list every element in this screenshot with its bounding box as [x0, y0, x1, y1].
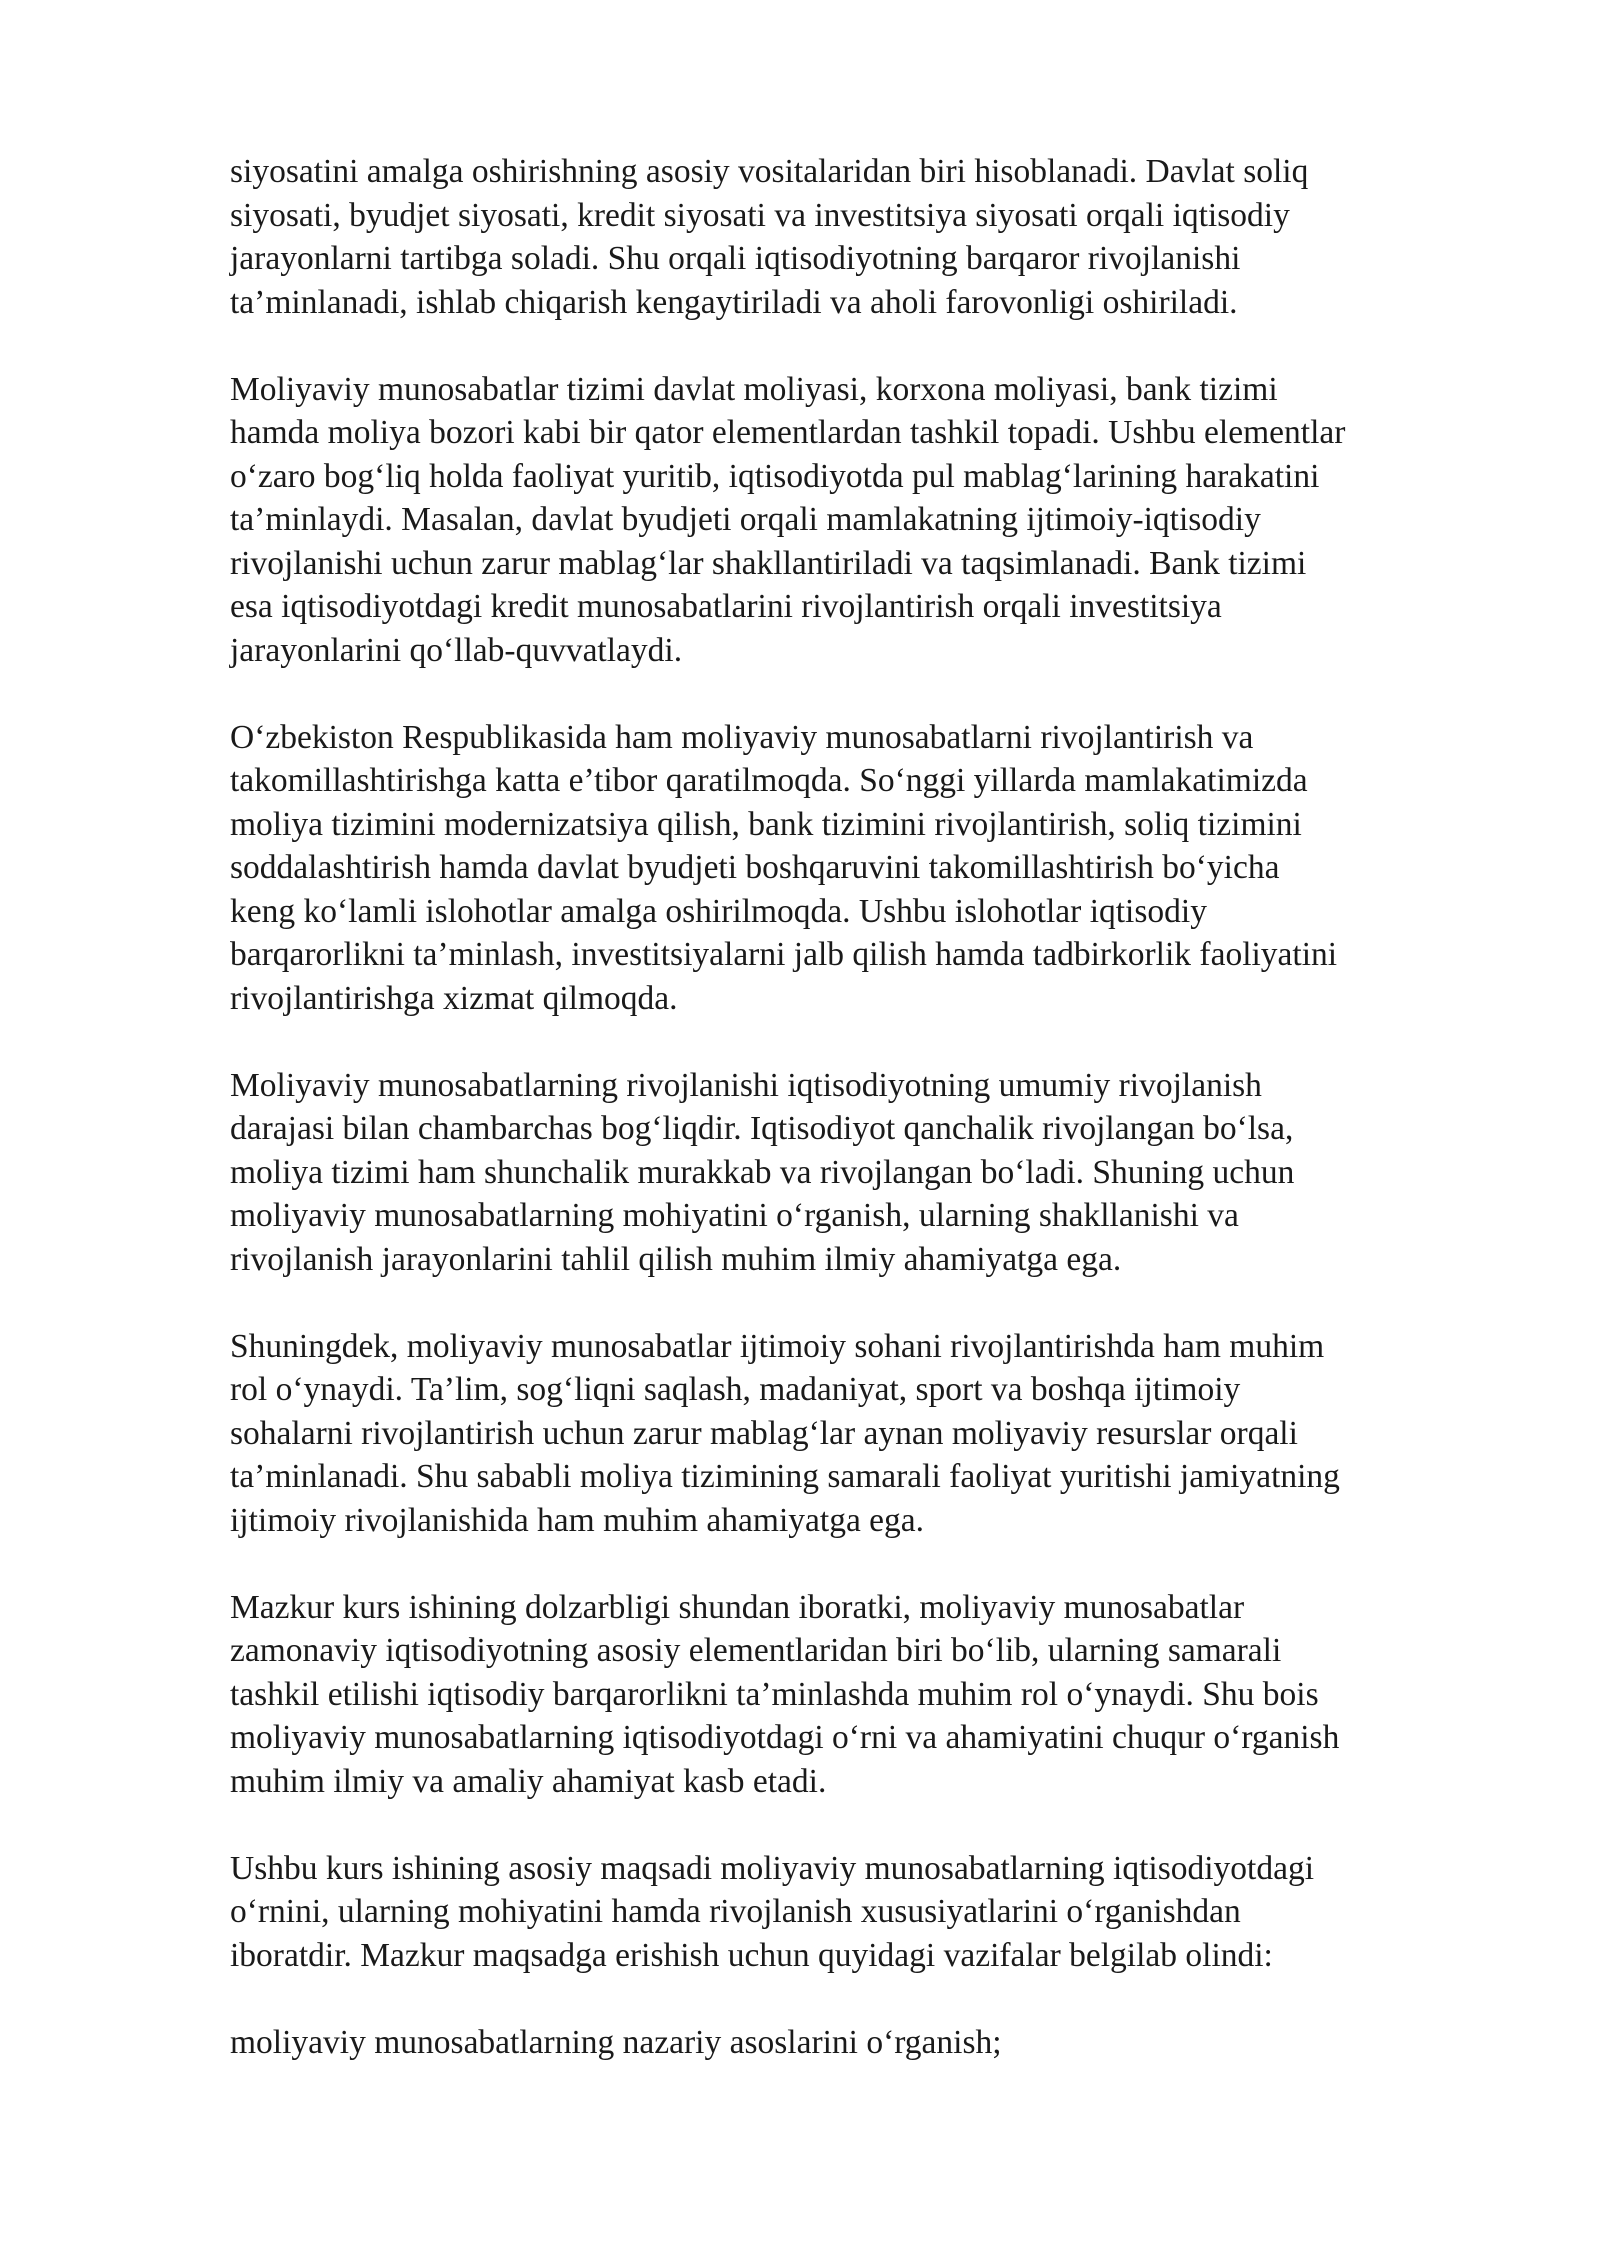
text-line: Moliyaviy munosabatlarning rivojlanishi iqtisodiyotning umumiy rivojlanish [230, 1066, 1262, 1104]
text-line: ijtimoiy rivojlanishida ham muhim ahamiyatga ega. [230, 1501, 925, 1539]
text-line: moliya tizimini modernizatsiya qilish, bank tizimini rivojlantirish, soliq tizimini [230, 805, 1302, 843]
text-line: darajasi bilan chambarchas bog‘liqdir. Iqtisodiyot qanchalik rivojlangan bo‘lsa, [230, 1110, 1294, 1147]
text-line: rivojlantirishga xizmat qilmoqda. [230, 979, 678, 1017]
text-line: siyosatini amalga oshirishning asosiy vositalaridan biri hisoblanadi. Davlat soliq [230, 153, 1309, 190]
text-line: moliya tizimi ham shunchalik murakkab va rivojlangan bo‘ladi. Shuning uchun [230, 1153, 1295, 1191]
text-line: moliyaviy munosabatlarning iqtisodiyotdagi o‘rni va ahamiyatini chuqur o‘rganish [230, 1719, 1340, 1756]
text-line: siyosati, byudjet siyosati, kredit siyosati va investitsiya siyosati orqali iqtisodiy [230, 196, 1290, 234]
text-line: ta’minlaydi. Masalan, davlat byudjeti orqali mamlakatning ijtimoiy-iqtisodiy [230, 501, 1261, 538]
paragraph-2 [230, 368, 1510, 673]
text-line: o‘zaro bog‘liq holda faoliyat yuritib, iqtisodiyotda pul mablag‘larining harakatini [230, 457, 1320, 495]
text-line: O‘zbekiston Respublikasida ham moliyaviy munosabatlarni rivojlantirish va [230, 718, 1254, 756]
list-item-task-1 [230, 2021, 1510, 2065]
text-line: rivojlanishi uchun zarur mablag‘lar shakllantiriladi va taqsimlanadi. Bank tizimi [230, 544, 1307, 582]
paragraph-3 [230, 716, 1510, 1021]
text-line: zamonaviy iqtisodiyotning asosiy elementlaridan biri bo‘lib, ularning samarali [230, 1632, 1282, 1669]
text-line: keng ko‘lamli islohotlar amalga oshirilmoqda. Ushbu islohotlar iqtisodiy [230, 892, 1207, 930]
text-line: tashkil etilishi iqtisodiy barqarorlikni ta’minlashda muhim rol o‘ynaydi. Shu bois [230, 1675, 1319, 1713]
document-page [230, 150, 1510, 2108]
text-line: Moliyaviy munosabatlar tizimi davlat moliyasi, korxona moliyasi, bank tizimi [230, 370, 1278, 408]
text-line: muhim ilmiy va amaliy ahamiyat kasb etadi. [230, 1762, 827, 1800]
text-line: o‘rnini, ularning mohiyatini hamda rivojlanish xususiyatlarini o‘rganishdan [230, 1893, 1241, 1930]
text-line: ta’minlanadi. Shu sababli moliya tizimining samarali faoliyat yuritishi jamiyatning [230, 1458, 1340, 1495]
paragraph-7 [230, 1847, 1510, 1978]
text-line: ta’minlanadi, ishlab chiqarish kengaytiriladi va aholi farovonligi oshiriladi. [230, 283, 1238, 321]
text-line: hamda moliya bozori kabi bir qator elementlardan tashkil topadi. Ushbu elementlar [230, 414, 1346, 451]
paragraph-4 [230, 1064, 1510, 1282]
paragraph-1 [230, 150, 1510, 324]
text-line: sohalarni rivojlantirish uchun zarur mablag‘lar aynan moliyaviy resurslar orqali [230, 1414, 1298, 1452]
text-line: moliyaviy munosabatlarning nazariy asoslarini o‘rganish; [230, 2023, 1002, 2061]
text-line: rivojlanish jarayonlarini tahlil qilish muhim ilmiy ahamiyatga ega. [230, 1240, 1122, 1278]
text-line: jarayonlarni tartibga soladi. Shu orqali iqtisodiyotning barqaror rivojlanishi [230, 240, 1241, 277]
text-line: Shuningdek, moliyaviy munosabatlar ijtimoiy sohani rivojlantirishda ham muhim [230, 1327, 1325, 1365]
text-line: soddalashtirish hamda davlat byudjeti boshqaruvini takomillashtirish bo‘yicha [230, 849, 1280, 886]
text-line: moliyaviy munosabatlarning mohiyatini o‘rganish, ularning shakllanishi va [230, 1197, 1239, 1234]
text-line: Ushbu kurs ishining asosiy maqsadi moliyaviy munosabatlarning iqtisodiyotdagi [230, 1849, 1315, 1887]
text-line: esa iqtisodiyotdagi kredit munosabatlarini rivojlantirish orqali investitsiya [230, 588, 1222, 625]
text-line: Mazkur kurs ishining dolzarbligi shundan iboratki, moliyaviy munosabatlar [230, 1588, 1245, 1626]
text-line: takomillashtirishga katta e’tibor qaratilmoqda. So‘nggi yillarda mamlakatimizda [230, 762, 1308, 799]
text-line: barqarorlikni ta’minlash, investitsiyalarni jalb qilish hamda tadbirkorlik faoliyatini [230, 936, 1338, 973]
text-line: iboratdir. Mazkur maqsadga erishish uchun quyidagi vazifalar belgilab olindi: [230, 1936, 1273, 1974]
text-line: jarayonlarini qo‘llab-quvvatlaydi. [230, 631, 683, 669]
paragraph-5 [230, 1325, 1510, 1543]
text-line: rol o‘ynaydi. Ta’lim, sog‘liqni saqlash, madaniyat, sport va boshqa ijtimoiy [230, 1371, 1241, 1408]
paragraph-6 [230, 1586, 1510, 1804]
